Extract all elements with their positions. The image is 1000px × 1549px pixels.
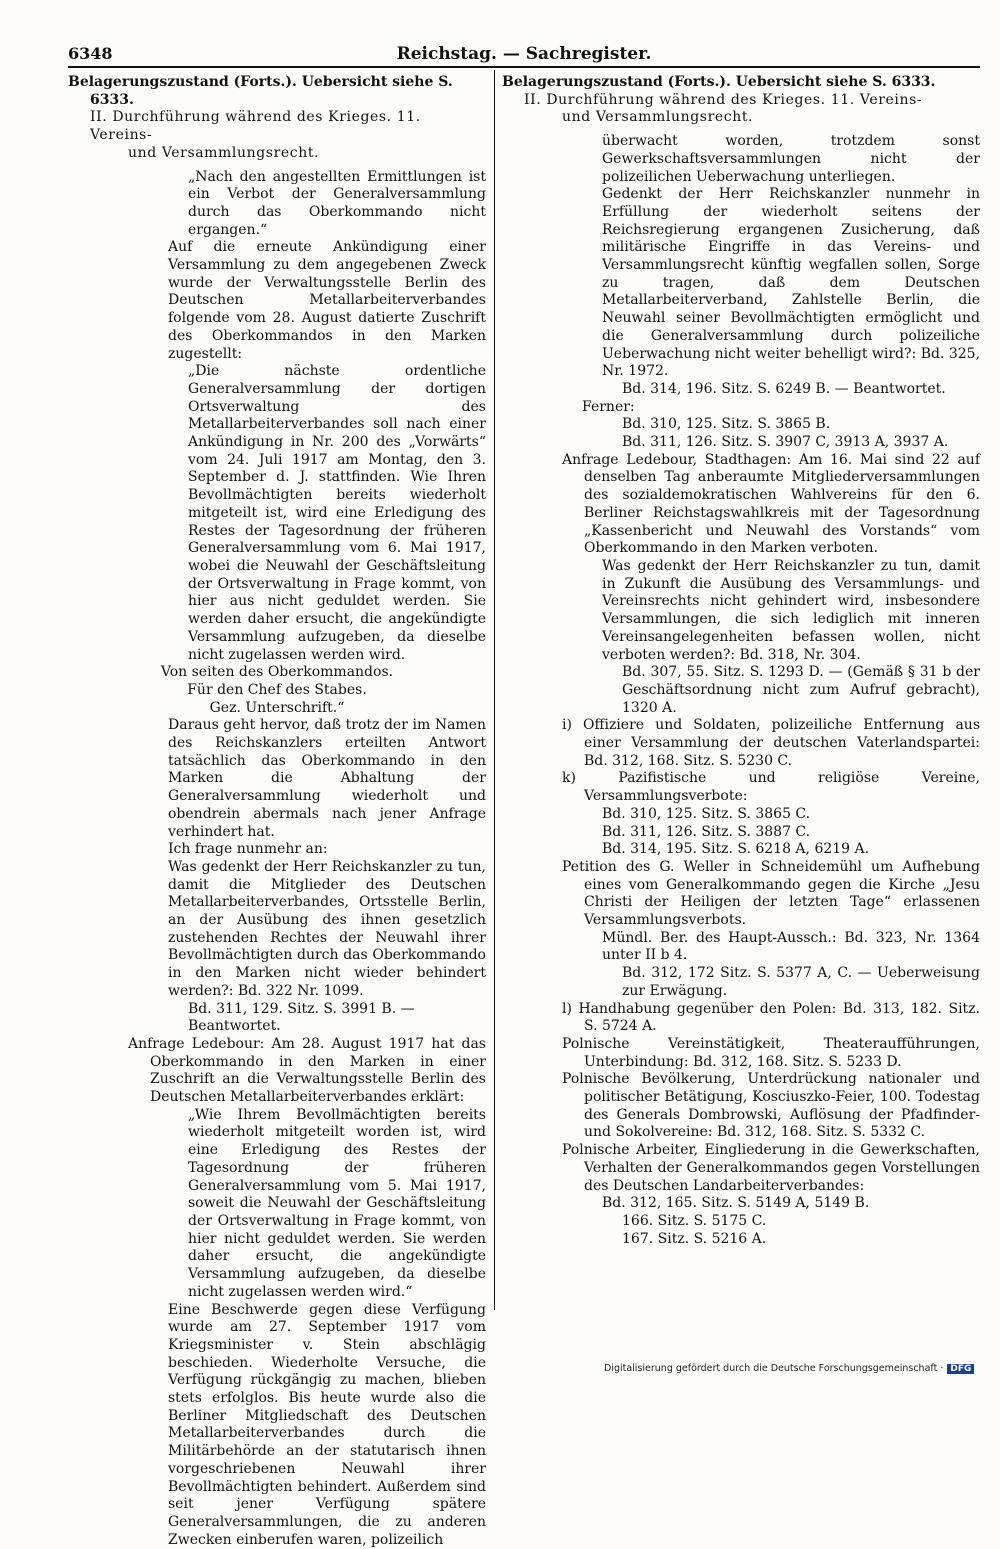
text-paragraph: Belagerungszustand (Forts.). Uebersicht siehe S. 6333. <box>502 74 936 90</box>
text-paragraph: 166. Sitz. S. 5175 C. <box>622 1213 767 1229</box>
text-paragraph: Ferner: <box>582 398 635 415</box>
text-paragraph: 167. Sitz. S. 5216 A. <box>622 1230 767 1247</box>
text-paragraph: Bd. 312, 165. Sitz. S. 5149 A, 5149 B. <box>602 1195 870 1212</box>
text-paragraph: Belagerungszustand (Forts.). Uebersicht siehe S. 6333. <box>68 74 453 108</box>
text-paragraph: Bd. 310, 125. Sitz. S. 3865 C. <box>602 805 811 822</box>
header-rule <box>68 66 980 68</box>
right-column <box>502 74 980 1248</box>
text-paragraph: Bd. 310, 125. Sitz. S. 3865 B. <box>622 416 831 433</box>
text-paragraph: Was gedenkt der Herr Reichskanzler zu tun, damit in Zukunft die Ausübung des Versammlungs- und Vereinsrechts nicht gehindert wird, insbesondere Versammlungen, die sich lediglich mit inneren Vereinsangelegenheiten befassen wollen, nicht verboten werden?: Bd. 318, Nr. 304. <box>602 557 980 663</box>
text-paragraph: „Die nächste ordentliche Generalversammlung der dortigen Ortsverwaltung des Metallarbeiterverbandes soll nach einer Ankündigung in Nr. 200 des „Vorwärts“ vom 24. Juli 1917 am Montag, den 3. September d. J. stattfinden. Wie Ihren Bevollmächtigten bereits wiederholt mitgeteilt ist, wird eine Erledigung des Restes der Tagesordnung der früheren Generalversammlung vom 6. Mai 1917, wobei die Neuwahl der Geschäftsleitung der Ortsverwaltung in Frage kommt, von hier aus nicht geduldet werden. Sie werden daher ersucht, die angekündigte Versammlung aufzugeben, da dieselbe nicht zugelassen werden wird. <box>188 363 486 663</box>
text-paragraph: Polnische Arbeiter, Eingliederung in die Gewerkschaften, Verhalten der Generalkommandos gegen Vorstellungen des Deutschen Landarbeiterverbandes: <box>562 1142 980 1194</box>
text-paragraph: II. Durchführung während des Krieges. 11. Vereins- <box>524 91 923 108</box>
text-paragraph: Polnische Bevölkerung, Unterdrückung nationaler und politischer Betätigung, Kosciuszko-Feier, 100. Todestag des Generals Dombrowski, Auflösung der Pfadfinder- und Sokolvereine: Bd. 312, 168. Sitz. S. 5332 C. <box>562 1071 980 1141</box>
text-paragraph: Eine Beschwerde gegen diese Verfügung wurde am 27. September 1917 vom Kriegsminister v. Stein abschlägig beschieden. Wiederholte Versuche, die Verfügung rückgängig zu machen, blieben stets erfolglos. Bis heute wurde also die Berliner Mitgliedschaft des Deutschen Metallarbeiterverbandes durch die Militärbehörde an der statutarisch ihnen vorgeschriebenen Neuwahl ihrer Bevollmächtigten behindert. Außerdem sind seit jener Verfügung spätere Generalversammlungen, die zu anderen Zwecken einberufen waren, polizeilich <box>168 1301 486 1548</box>
text-paragraph: Mündl. Ber. des Haupt-Aussch.: Bd. 323, Nr. 1364 unter II b 4. <box>602 929 980 964</box>
text-paragraph: Anfrage Ledebour, Stadthagen: Am 16. Mai sind 22 auf denselben Tag anberaumte Mitgliederversammlungen des sozialdemokratischen Wahlvereins für den 6. Berliner Reichstagswahlkreis mit der Tagesordnung „Kassenbericht und Neuwahl des Vorstands“ vom Oberkommando in den Marken verboten. <box>562 451 980 557</box>
text-paragraph: Petition des G. Weller in Schneidemühl um Aufhebung eines vom Generalkommando gegen die Kirche „Jesu Christi der Heiligen der letzten Tage“ erlassenen Versammlungsverbots. <box>562 858 980 929</box>
text-paragraph: Polnische Vereinstätigkeit, Theateraufführungen, Unterbindung: Bd. 312, 168. Sitz. S. 5233 D. <box>562 1035 980 1070</box>
dfg-logo-icon: DFG <box>947 1364 974 1374</box>
text-paragraph: Was gedenkt der Herr Reichskanzler zu tun, damit die Mitglieder des Deutschen Metallarbeiterverbandes, Ortsstelle Berlin, an der Ausübung des ihnen gesetzlich zustehenden Rechtes der Neuwahl ihrer Bevollmächtigten durch das Oberkommando in den Marken nicht wieder behindert werden?: Bd. 322 Nr. 1099. <box>168 858 486 999</box>
left-column <box>68 74 486 1549</box>
text-paragraph: Gedenkt der Herr Reichskanzler nunmehr in Erfüllung der wiederholt seitens der Reichsregierung ergangenen Zusicherung, daß militärische Eingriffe in das Vereins- und Versammlungsrecht künftig wegfallen sollen, Sorge zu tragen, daß dem Deutschen Metallarbeiterverband, Zahlstelle Berlin, die Neuwahl seiner Bevollmächtigten ermöglicht und die Generalversammlung durch polizeiliche Ueberwachung nicht weiter behelligt wird?: Bd. 325, Nr. 1972. <box>602 186 981 380</box>
footer-text: Digitalisierung gefördert durch die Deutsche Forschungsgemeinschaft · <box>604 1363 944 1374</box>
text-paragraph: Gez. Unterschrift.“ <box>209 699 345 716</box>
text-paragraph: II. Durchführung während des Krieges. 11. Vereins- <box>90 109 421 144</box>
text-paragraph: Bd. 314, 196. Sitz. S. 6249 B. — Beantwortet. <box>622 380 946 397</box>
footer-credit <box>604 1363 974 1374</box>
column-divider <box>494 70 495 1310</box>
text-paragraph: Bd. 314, 195. Sitz. S. 6218 A, 6219 A. <box>602 841 870 858</box>
text-paragraph: Ich frage nunmehr an: <box>168 841 328 858</box>
text-paragraph: und Versammlungsrecht. <box>128 144 320 161</box>
text-paragraph: Anfrage Ledebour: Am 28. August 1917 hat das Oberkommando in den Marken in einer Zuschrift an die Verwaltungsstelle Berlin des Deutschen Metallarbeiterverbandes erklärt: <box>128 1035 486 1106</box>
text-paragraph: Bd. 307, 55. Sitz. S. 1293 D. — (Gemäß § 31 b der Geschäftsordnung nicht zum Aufruf gebracht), 1320 A. <box>622 664 980 716</box>
text-paragraph: und Versammlungsrecht. <box>562 109 754 126</box>
text-paragraph: Von seiten des Oberkommandos. <box>160 664 394 681</box>
text-paragraph: i) Offiziere und Soldaten, polizeiliche Entfernung aus einer Versammlung der deutschen Vaterlandspartei: Bd. 312, 168. Sitz. S. 5230 C. <box>562 717 980 769</box>
text-paragraph: Daraus geht hervor, daß trotz der im Namen des Reichskanzlers erteilten Antwort tatsächlich das Oberkommando in den Marken die Abhaltung der Generalversammlung wiederholt und obendrein abermals nach jener Anfrage verhindert hat. <box>168 717 486 840</box>
text-paragraph: Auf die erneute Ankündigung einer Versammlung zu dem angegebenen Zweck wurde der Verwaltungsstelle Berlin des Deutschen Metallarbeiterverbandes folgende vom 28. August datierte Zuschrift des Oberkommandos in den Marken zugestellt: <box>168 239 486 362</box>
text-paragraph: Für den Chef des Stabes. <box>187 681 367 698</box>
text-paragraph: überwacht worden, trotzdem sonst Gewerkschaftsversammlungen nicht der polizeilichen Ueberwachung unterliegen. <box>602 133 980 185</box>
text-paragraph: Bd. 311, 126. Sitz. S. 3887 C. <box>602 823 811 840</box>
text-paragraph: Bd. 312, 172 Sitz. S. 5377 A, C. — Ueberweisung zur Erwägung. <box>622 965 980 999</box>
text-paragraph: Bd. 311, 129. Sitz. S. 3991 B. — Beantwortet. <box>188 1000 415 1035</box>
text-paragraph: „Nach den angestellten Ermittlungen ist ein Verbot der Generalversammlung durch das Oberkommando nicht ergangen.“ <box>188 168 486 238</box>
text-paragraph: l) Handhabung gegenüber den Polen: Bd. 313, 182. Sitz. S. 5724 A. <box>562 1000 980 1035</box>
text-paragraph: Bd. 311, 126. Sitz. S. 3907 C, 3913 A, 3937 A. <box>622 434 949 451</box>
text-paragraph: „Wie Ihrem Bevollmächtigten bereits wiederholt mitgeteilt worden ist, wird eine Erledigung des Restes der Tagesordnung der früheren Generalversammlung vom 5. Mai 1917, soweit die Neuwahl der Geschäftsleitung der Ortsverwaltung in Frage kommt, von hier nicht geduldet werden. Sie werden daher ersucht, die angekündigte Versammlung aufzugeben, da dieselbe nicht zugelassen werden wird.“ <box>188 1106 486 1300</box>
running-title: Reichstag. — Sachregister. <box>396 44 652 64</box>
text-paragraph: k) Pazifistische und religiöse Vereine, Versammlungsverbote: <box>562 770 980 805</box>
page-number: 6348 <box>68 44 113 63</box>
